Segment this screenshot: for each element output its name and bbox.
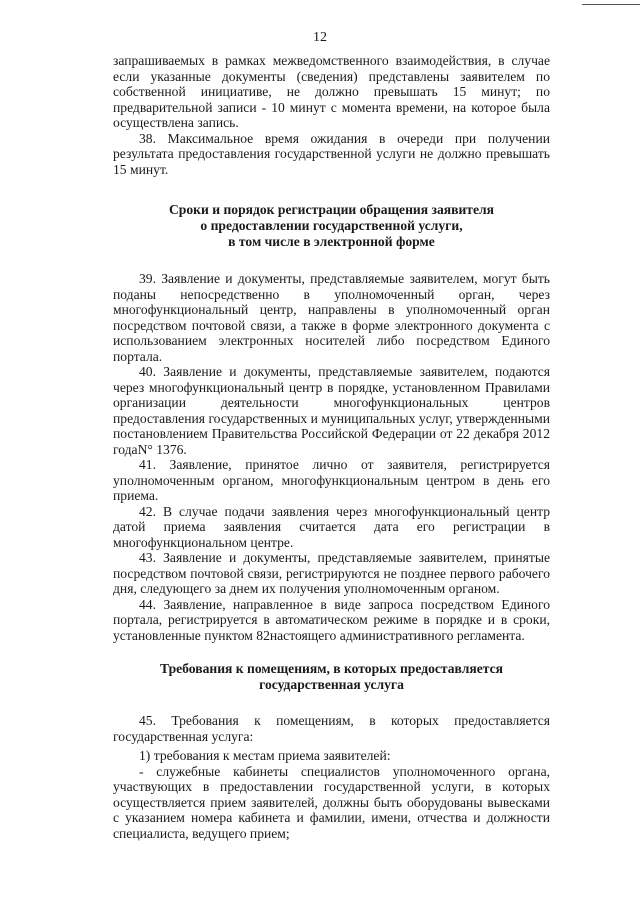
paragraph-37-continuation: запрашиваемых в рамках межведомственного взаимодействия, в случае если указанные документы (сведения) представлены заявителем по собственной инициативе, не должно превышать 15 минут; по предварительной записи - 10 минут с момента времени, на которое была осуществлена запись. bbox=[113, 53, 550, 130]
paragraph-45-item-1: 1) требования к местам приема заявителей: bbox=[139, 748, 391, 763]
paragraph-42: 42. В случае подачи заявления через многофункциональный центр датой приема заявления считается дата его регистрации в многофункциональном центре. bbox=[113, 503, 550, 550]
paragraph-41: 41. Заявление, принятое лично от заявителя, регистрируется уполномоченным органом, многофункциональным центром в день его приема. bbox=[113, 457, 550, 503]
heading-line: Требования к помещениям, в которых предоставляется bbox=[160, 661, 503, 676]
paragraph-43: 43. Заявление и документы, представляемые заявителем, принятые посредством почтовой связи, регистрируются не позднее первого рабочего дня, следующего за днем их получения уполномоченным органом. bbox=[113, 550, 550, 596]
paragraph-45-bullet: - служебные кабинеты специалистов уполномоченного органа, участвующих в предоставлении государственной услуги, в которых осуществляется прием заявителей, должны быть оборудованы вывесками с указанием номера кабинета и фамилии, имени, отчества и должности специалиста, ведущего прием; bbox=[113, 763, 550, 841]
paragraph-39: 39. Заявление и документы, представляемые заявителем, могут быть поданы непосредственно в уполномоченный орган, через многофункциональный центр, направлены в уполномоченный орган посредством почтовой связи, а также в форме электронного документа с использованием электронных носителей либо посредством Единого портала. bbox=[113, 271, 550, 364]
section-heading-premises bbox=[113, 661, 550, 693]
paragraph-40: 40. Заявление и документы, представляемые заявителем, подаются через многофункциональный центр в порядке, установленном Правилами организации деятельности многофункциональных центров предоставления государственных и муниципальных услуг, утвержденными постановлением Правительства Российской Федерации от 22 декабря 2012 годаN° 1376. bbox=[113, 364, 550, 457]
paragraph-45: 45. Требования к помещениям, в которых предоставляется государственная услуга: bbox=[113, 713, 550, 744]
section-heading-registration bbox=[113, 202, 550, 250]
page-number: 12 bbox=[313, 30, 327, 45]
document-body bbox=[113, 53, 550, 841]
heading-line: о предоставлении государственной услуги, bbox=[200, 218, 463, 233]
heading-line: Сроки и порядок регистрации обращения заявителя bbox=[168, 202, 494, 217]
paragraph-38: 38. Максимальное время ожидания в очереди при получении результата предоставления государственной услуги не должно превышать 15 минут. bbox=[113, 130, 550, 177]
paragraph-44: 44. Заявление, направленное в виде запроса посредством Единого портала, регистрируется в автоматическом режиме в порядке и в сроки, установленные пунктом 82настоящего административного регламента. bbox=[113, 596, 550, 643]
heading-line: государственная услуга bbox=[259, 677, 404, 692]
top-edge-line bbox=[582, 4, 640, 5]
heading-line: в том числе в электронной форме bbox=[228, 234, 435, 249]
